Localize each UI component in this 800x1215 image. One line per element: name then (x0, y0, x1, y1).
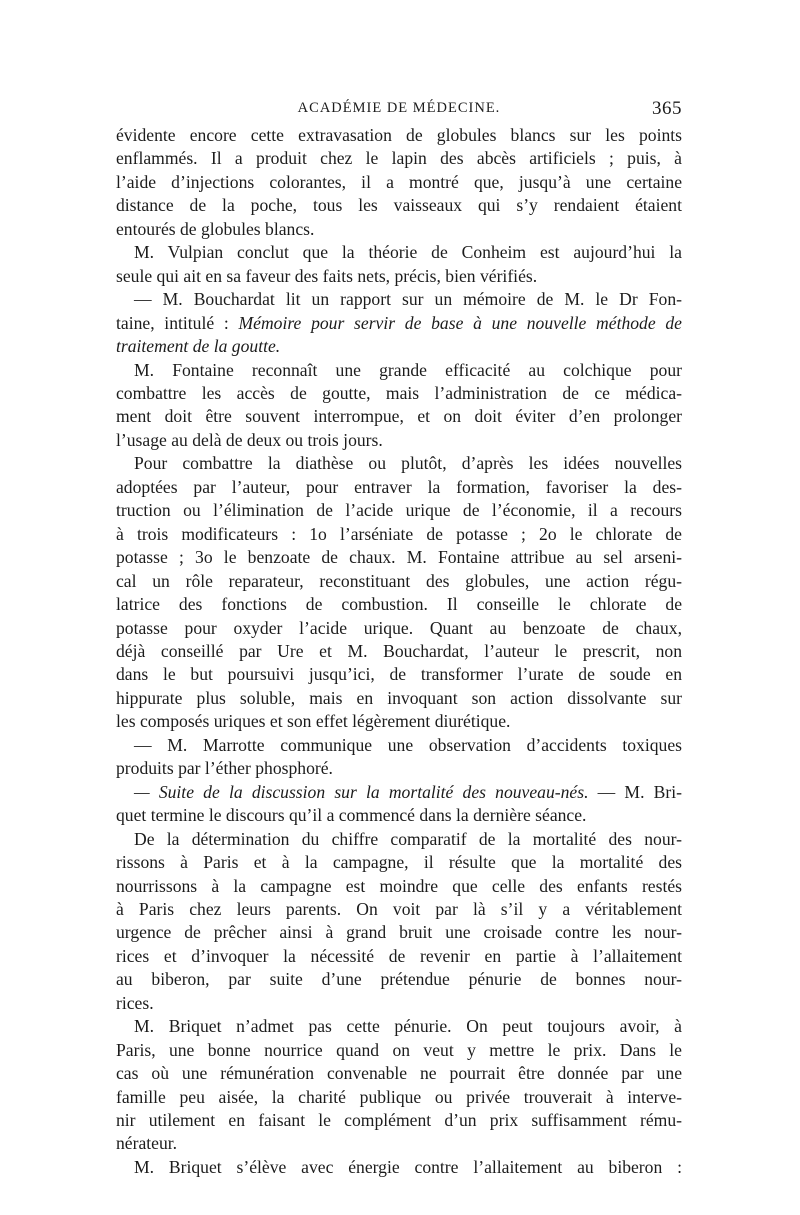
document-page (116, 98, 682, 1179)
text-line: latrice des fonctions de combustion. Il conseille le chlorate de (116, 594, 682, 615)
text-line: cas où une rémunération convenable ne pourrait être donnée par une (116, 1063, 682, 1084)
line-segment: taine, intitulé : (116, 312, 239, 333)
text-line: rissons à Paris et à la campagne, il résulte que la mortalité des (116, 852, 682, 873)
text-line: M. Fontaine reconnaît une grande efficacité au colchique pour (134, 359, 682, 380)
text-line: rices et d’invoquer la nécessité de revenir en partie à l’allaitement (116, 945, 682, 966)
line-segment: — M. Bri- (588, 781, 682, 802)
text-line: ment doit être souvent interrompue, et on doit éviter d’en prolonger (116, 406, 682, 427)
text-line: De la détermination du chiffre comparatif de la mortalité des nour- (134, 828, 682, 849)
text-line: M. Vulpian conclut que la théorie de Conheim est aujourd’hui la (134, 242, 682, 263)
text-line: l’aide d’injections colorantes, il a montré que, jusqu’à une certaine (116, 171, 682, 192)
text-line: à trois modificateurs : 1o l’arséniate de potasse ; 2o le chlorate de (116, 523, 682, 544)
text-line: à Paris chez leurs parents. On voit par là s’il y a véritablement (116, 898, 682, 919)
text-line: l’usage au delà de deux ou trois jours. (116, 429, 383, 450)
text-line: combattre les accès de goutte, mais l’administration de ce médica- (116, 382, 682, 403)
text-line: Pour combattre la diathèse ou plutôt, d’après les idées nouvelles (134, 453, 682, 474)
text-line (116, 781, 682, 804)
text-line: hippurate plus soluble, mais en invoquant son action dissolvante sur (116, 687, 682, 708)
text-line: les composés uriques et son effet légèrement diurétique. (116, 711, 511, 732)
text-line: rices. (116, 992, 154, 1013)
italic-segment: Mémoire pour servir de base à une nouvelle méthode de (238, 312, 682, 333)
text-line (116, 312, 682, 335)
text-line: nérateur. (116, 1133, 178, 1154)
text-line: potasse pour oxyder l’acide urique. Quant au benzoate de chaux, (116, 617, 682, 638)
text-line: distance de la poche, tous les vaisseaux qui s’y rendaient étaient (116, 195, 682, 216)
text-line: famille peu aisée, la charité publique ou privée trouverait à interve- (116, 1086, 682, 1107)
text-line: nir utilement en faisant le complément d’un prix suffisamment rému- (116, 1110, 682, 1131)
italic-segment: — Suite de la discussion sur la mortalité des nouveau-nés. (134, 781, 589, 802)
text-line: adoptées par l’auteur, pour entraver la formation, favoriser la des- (116, 476, 682, 497)
running-title: ACADÉMIE DE MÉDECINE. (297, 100, 501, 116)
text-line: — M. Bouchardat lit un rapport sur un mémoire de M. le Dr Fon- (134, 289, 682, 310)
text-line: déjà conseillé par Ure et M. Bouchardat, l’auteur le prescrit, non (116, 640, 682, 661)
text-line: — M. Marrotte communique une observation d’accidents toxiques (134, 734, 682, 755)
text-line: enflammés. Il a produit chez le lapin des abcès artificiels ; puis, à (116, 148, 682, 169)
text-line: truction ou l’élimination de l’acide urique de l’économie, il a recours (116, 500, 682, 521)
text-line: potasse ; 3o le benzoate de chaux. M. Fontaine attribue au sel arseni- (116, 547, 682, 568)
text-line: produits par l’éther phosphoré. (116, 758, 333, 779)
text-line: seule qui ait en sa faveur des faits nets, précis, bien vérifiés. (116, 265, 538, 286)
text-line: urgence de prêcher ainsi à grand bruit une croisade contre les nour- (116, 922, 682, 943)
text-line: cal un rôle reparateur, reconstituant des globules, une action régu- (116, 570, 682, 591)
text-line (116, 335, 682, 358)
text-line: nourrissons à la campagne est moindre que celle des enfants restés (116, 875, 682, 896)
text-line: M. Briquet n’admet pas cette pénurie. On peut toujours avoir, à (134, 1016, 682, 1037)
text-line: quet termine le discours qu’il a commencé dans la dernière séance. (116, 805, 587, 826)
text-line: dans le but poursuivi jusqu’ici, de transformer l’urate de soude en (116, 664, 682, 685)
text-line: M. Briquet s’élève avec énergie contre l’allaitement au biberon : (134, 1156, 682, 1177)
text-line: évidente encore cette extravasation de globules blancs sur les points (116, 125, 682, 145)
italic-segment: traitement de la goutte. (116, 336, 281, 357)
text-line: entourés de globules blancs. (116, 218, 315, 239)
running-header (116, 98, 682, 124)
page-number: 365 (652, 98, 682, 119)
text-line: Paris, une bonne nourrice quand on veut y mettre le prix. Dans le (116, 1039, 682, 1060)
body-text (116, 124, 682, 1179)
text-line: au biberon, par suite d’une prétendue pénurie de bonnes nour- (116, 969, 682, 990)
